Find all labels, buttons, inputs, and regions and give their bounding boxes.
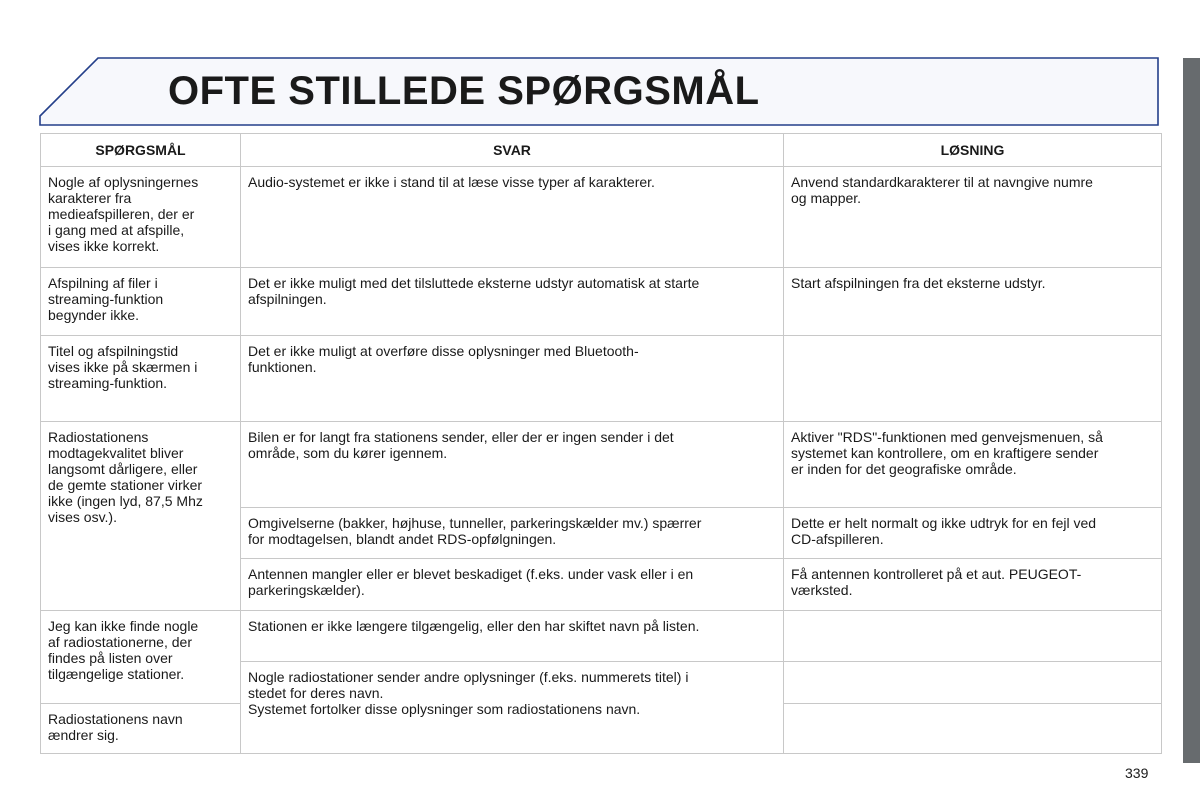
answer-cell — [241, 611, 784, 662]
answer-text: Audio-systemet er ikke i stand til at læse visse typer af karakterer. — [248, 174, 655, 190]
solution-cell — [784, 422, 1162, 508]
solution-text: Aktiver "RDS"-funktionen med genvejsmenuen, så systemet kan kontrollere, om en kraftigere sender er inden for det geografiske område. — [791, 429, 1103, 477]
answer-cell — [241, 559, 784, 611]
answer-cell — [241, 268, 784, 336]
answer-text: Det er ikke muligt at overføre disse oplysninger med Bluetooth- funktionen. — [248, 343, 639, 375]
question-text: Jeg kan ikke finde nogle af radiostationerne, der findes på listen over tilgængelige stationer. — [48, 618, 199, 682]
solution-text: Anvend standardkarakterer til at navngive numre og mapper. — [791, 174, 1093, 206]
table-row — [41, 422, 1162, 508]
column-header-solution: LØSNING — [784, 134, 1162, 167]
question-cell — [41, 336, 241, 422]
table-row — [41, 268, 1162, 336]
question-text: Radiostationens navn ændrer sig. — [48, 711, 183, 743]
answer-text: Stationen er ikke længere tilgængelig, eller den har skiftet navn på listen. — [248, 618, 700, 634]
answer-cell — [241, 662, 784, 754]
answer-cell — [241, 336, 784, 422]
column-header-question: SPØRGSMÅL — [41, 134, 241, 167]
solution-text — [784, 662, 1161, 669]
solution-cell — [784, 611, 1162, 662]
question-text: Radiostationens modtagekvalitet bliver langsomt dårligere, eller de gemte stationer virker ikke (ingen lyd, 87,5 Mhz vises osv.). — [48, 429, 203, 525]
solution-text — [784, 704, 1161, 711]
solution-cell — [784, 167, 1162, 268]
answer-text: Bilen er for langt fra stationens sender, eller der er ingen sender i det område, som du kører igennem. — [248, 429, 674, 461]
answer-cell — [241, 422, 784, 508]
page-title: OFTE STILLEDE SPØRGSMÅL — [168, 69, 760, 113]
answer-cell — [241, 508, 784, 559]
chapter-tab — [1183, 58, 1200, 763]
solution-cell — [784, 268, 1162, 336]
solution-cell — [784, 662, 1162, 704]
question-text: Nogle af oplysningernes karakterer fra medieafspilleren, der er i gang med at afspille, vises ikke korrekt. — [48, 174, 199, 254]
table-row — [41, 611, 1162, 662]
question-text: Titel og afspilningstid vises ikke på skærmen i streaming-funktion. — [48, 343, 198, 391]
solution-cell — [784, 336, 1162, 422]
table-row — [41, 336, 1162, 422]
answer-text: Antennen mangler eller er blevet beskadiget (f.eks. under vask eller i en parkeringskælder). — [248, 566, 694, 598]
solution-text: Dette er helt normalt og ikke udtryk for en fejl ved CD-afspilleren. — [791, 515, 1097, 547]
question-cell — [41, 422, 241, 611]
answer-text: Omgivelserne (bakker, højhuse, tunneller, parkeringskælder mv.) spærrer for modtagelsen, blandt andet RDS-opfølgningen. — [248, 515, 702, 547]
answer-cell — [241, 167, 784, 268]
table-header-row — [41, 134, 1162, 167]
table-row — [41, 167, 1162, 268]
column-header-answer: SVAR — [241, 134, 784, 167]
answer-text: Det er ikke muligt med det tilsluttede eksterne udstyr automatisk at starte afspilningen. — [248, 275, 700, 307]
question-cell — [41, 611, 241, 704]
faq-table — [40, 133, 1162, 754]
solution-text — [784, 611, 1161, 618]
solution-text: Start afspilningen fra det eksterne udstyr. — [791, 275, 1046, 291]
answer-text: Nogle radiostationer sender andre oplysninger (f.eks. nummerets titel) i stedet for deres navn. Systemet fortolker disse oplysninger som radiostationens navn. — [248, 669, 689, 717]
question-cell — [41, 268, 241, 336]
question-cell — [41, 167, 241, 268]
question-text: Afspilning af filer i streaming-funktion begynder ikke. — [48, 275, 164, 323]
solution-cell — [784, 704, 1162, 754]
solution-text: Få antennen kontrolleret på et aut. PEUGEOT- værksted. — [791, 566, 1082, 598]
solution-cell — [784, 508, 1162, 559]
solution-cell — [784, 559, 1162, 611]
page-number: 339 — [1125, 765, 1149, 781]
question-cell — [41, 704, 241, 754]
solution-text — [784, 336, 1161, 343]
